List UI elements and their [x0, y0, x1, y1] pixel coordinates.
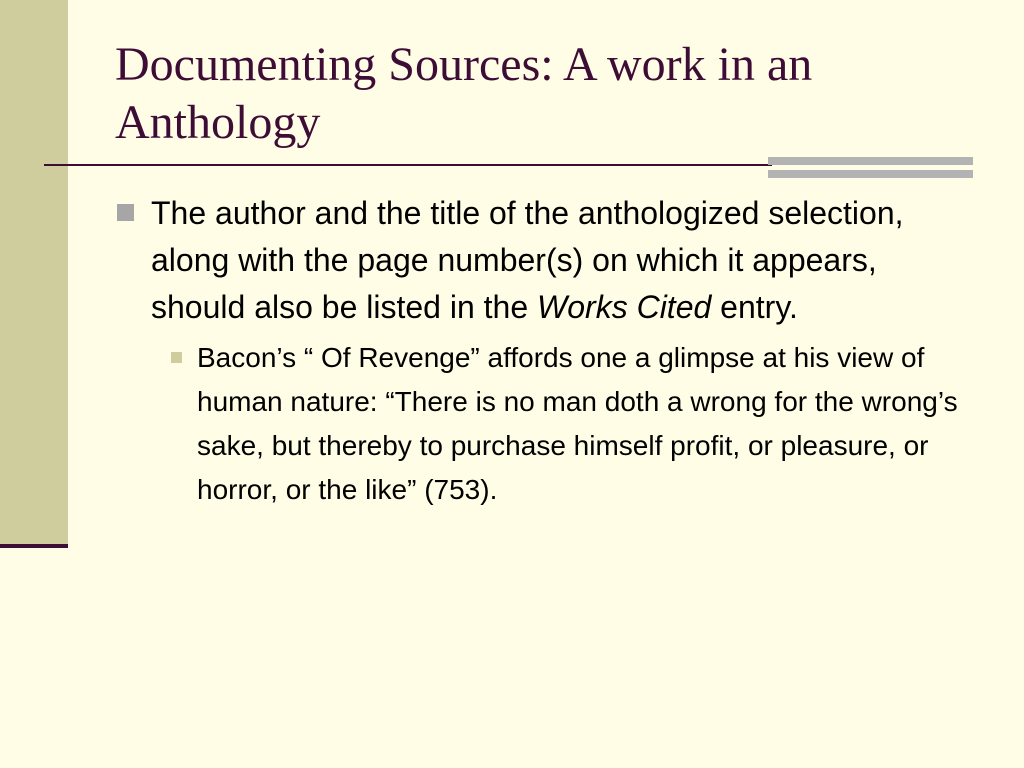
- square-sub-bullet-icon: [171, 352, 182, 363]
- sub-bullet-item: [163, 336, 977, 512]
- left-decorative-band: [0, 0, 68, 546]
- bullet-text: The author and the title of the anthologized selection, along with the page number(s) on which it appears, should also be listed in the: [151, 195, 904, 325]
- accent-bar-top: [768, 157, 973, 165]
- title-divider: [44, 164, 772, 166]
- slide-title: Documenting Sources: A work in an Anthology: [115, 38, 813, 149]
- slide-body: [117, 190, 977, 512]
- bullet-text-italic: Works Cited: [537, 289, 712, 325]
- square-bullet-icon: [117, 204, 134, 221]
- bullet-item: [117, 190, 977, 331]
- bullet-text-end: entry.: [711, 289, 798, 325]
- accent-double-bar: [768, 157, 973, 179]
- left-band-rule: [0, 544, 68, 548]
- sub-bullet-text: Bacon’s “ Of Revenge” affords one a glimpse at his view of human nature: “There is no man doth a wrong for the wrong’s sake, but thereby to purchase himself profit, or pleasure, or horror, or the like” (753).: [197, 342, 958, 505]
- accent-bar-bottom: [768, 170, 973, 178]
